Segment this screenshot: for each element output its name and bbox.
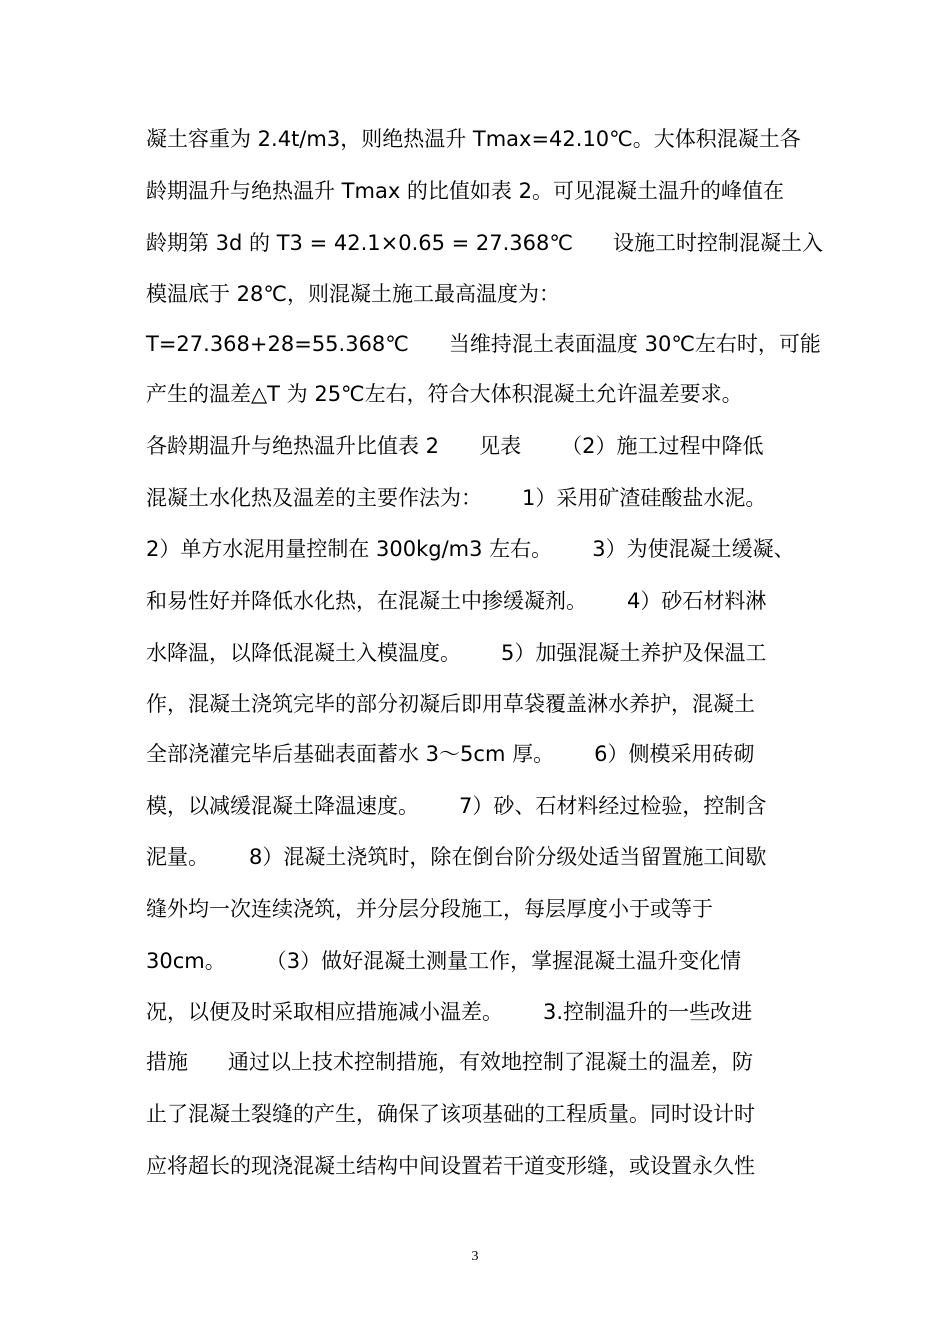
- body-text-line: 2）单方水泥用量控制在 300kg/m3 左右。 3）为使混凝土缓凝、: [146, 537, 795, 561]
- body-text-line: 模温底于 28℃，则混凝土施工最高温度为：: [146, 282, 560, 306]
- body-text-line: 产生的温差△T 为 25℃左右，符合大体积混凝土允许温差要求。: [146, 382, 743, 406]
- body-text-line: 和易性好并降低水化热，在混凝土中掺缓凝剂。 4）砂石材料淋: [146, 589, 767, 613]
- body-text-line: 各龄期温升与绝热温升比值表 2 见表 （2）施工过程中降低: [146, 434, 764, 458]
- body-text-line: T=27.368+28=55.368℃ 当维持混土表面温度 30℃左右时，可能: [146, 332, 821, 356]
- body-text-line: 龄期温升与绝热温升 Tmax 的比值如表 2。可见混凝土温升的峰值在: [146, 179, 784, 203]
- body-text-line: 应将超长的现浇混凝土结构中间设置若干道变形缝，或设置永久性: [146, 1154, 755, 1178]
- body-text-line: 止了混凝土裂缝的产生，确保了该项基础的工程质量。同时设计时: [146, 1102, 755, 1126]
- body-text-line: 况，以便及时采取相应措施减小温差。 3.控制温升的一些改进: [146, 1000, 753, 1024]
- body-text-line: 龄期第 3d 的 T3 = 42.1×0.65 = 27.368℃ 设施工时控制混凝土入: [146, 231, 824, 255]
- body-text-line: 水降温，以降低混凝土入模温度。 5）加强混凝土养护及保温工: [146, 641, 767, 665]
- body-text-line: 作，混凝土浇筑完毕的部分初凝后即用草袋覆盖淋水养护，混凝土: [146, 692, 755, 716]
- body-text-line: 凝土容重为 2.4t/m3，则绝热温升 Tmax=42.10℃。大体积混凝土各: [146, 127, 801, 151]
- body-text-line: 措施 通过以上技术控制措施，有效地控制了混凝土的温差，防: [146, 1050, 754, 1074]
- body-text-line: 泥量。 8）混凝土浇筑时，除在倒台阶分级处适当留置施工间歇: [146, 845, 767, 869]
- body-text-line: 全部浇灌完毕后基础表面蓄水 3～5cm 厚。 6）侧模采用砖砌: [146, 742, 755, 766]
- body-text-line: 模，以减缓混凝土降温速度。 7）砂、石材料经过检验，控制含: [146, 794, 767, 818]
- body-text-line: 混凝土水化热及温差的主要作法为： 1）采用矿渣硅酸盐水泥。: [146, 486, 767, 510]
- body-text-line: 缝外均一次连续浇筑，并分层分段施工，每层厚度小于或等于: [146, 897, 713, 921]
- page-number: 3: [471, 1249, 479, 1264]
- body-text-line: 30cm。 （3）做好混凝土测量工作，掌握混凝土温升变化情: [146, 949, 742, 973]
